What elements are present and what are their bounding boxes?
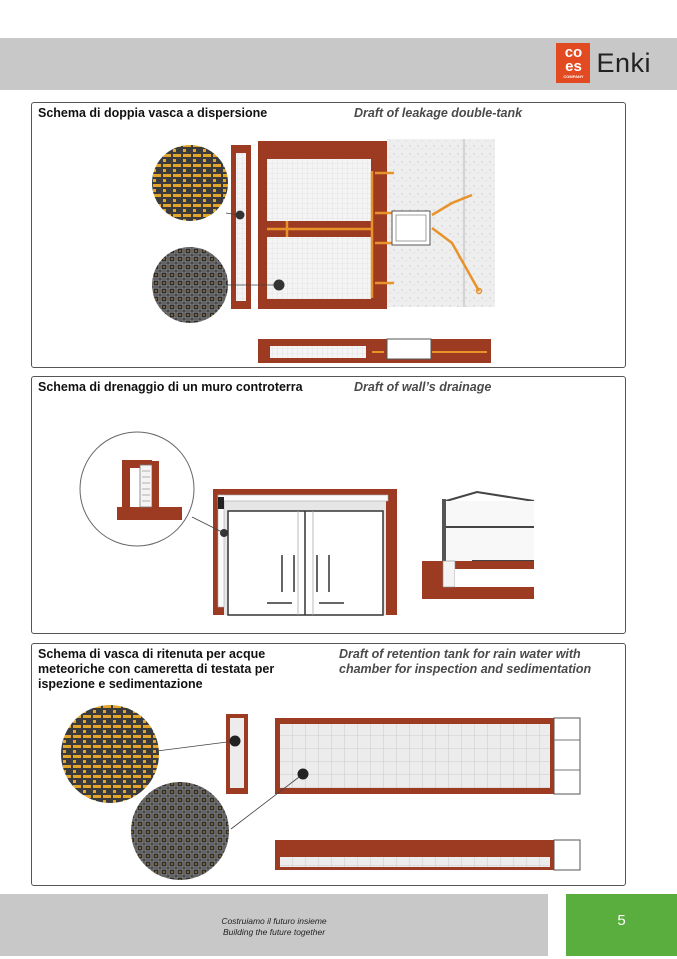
detail-circle-wall: [80, 432, 194, 546]
page-number-box: [566, 894, 677, 956]
tank-upper-blocks: [267, 159, 371, 221]
footer-bar: [0, 894, 548, 956]
detail-circle-crate: [61, 705, 159, 803]
tank-lower-blocks: [267, 237, 371, 299]
brand-name: Enki: [596, 47, 651, 78]
detail-circle-grid: [131, 782, 229, 880]
footer-motto-it: Costruiamo il futuro insieme: [221, 916, 327, 926]
detail-circle-crate: [152, 145, 228, 221]
footer-motto-en: Building the future together: [222, 927, 326, 937]
section-title-en: Draft of retention tank for rain water with chamber for inspection and sedimentation: [339, 647, 592, 676]
retention-tank-drawing: [32, 644, 627, 887]
wall-drainage-drawing: [32, 377, 627, 635]
section-leakage-double-tank: [31, 102, 626, 368]
double-tank-drawing: [32, 103, 627, 369]
section-retention-tank: [31, 643, 626, 886]
inspection-chamber: [554, 718, 580, 794]
section-wall-drainage: [31, 376, 626, 634]
section-title-en: Draft of wall’s drainage: [354, 380, 492, 394]
detail-circle-grid: [152, 247, 228, 323]
section-title-it: Schema di drenaggio di un muro controterra: [38, 380, 303, 394]
section-title-it: Schema di vasca di ritenuta per acque meteoriche con cameretta di testata per ispezione e sedimentazione: [38, 647, 275, 691]
coes-logo-mark: co es COMPANY: [556, 43, 590, 83]
company-logo: [556, 43, 651, 83]
section-title-en: Draft of leakage double-tank: [354, 106, 523, 120]
inspection-chamber: [392, 211, 430, 245]
page-number: 5: [617, 912, 626, 929]
header-bar: [0, 38, 677, 90]
section-title-it: Schema di doppia vasca a dispersione: [38, 106, 268, 120]
